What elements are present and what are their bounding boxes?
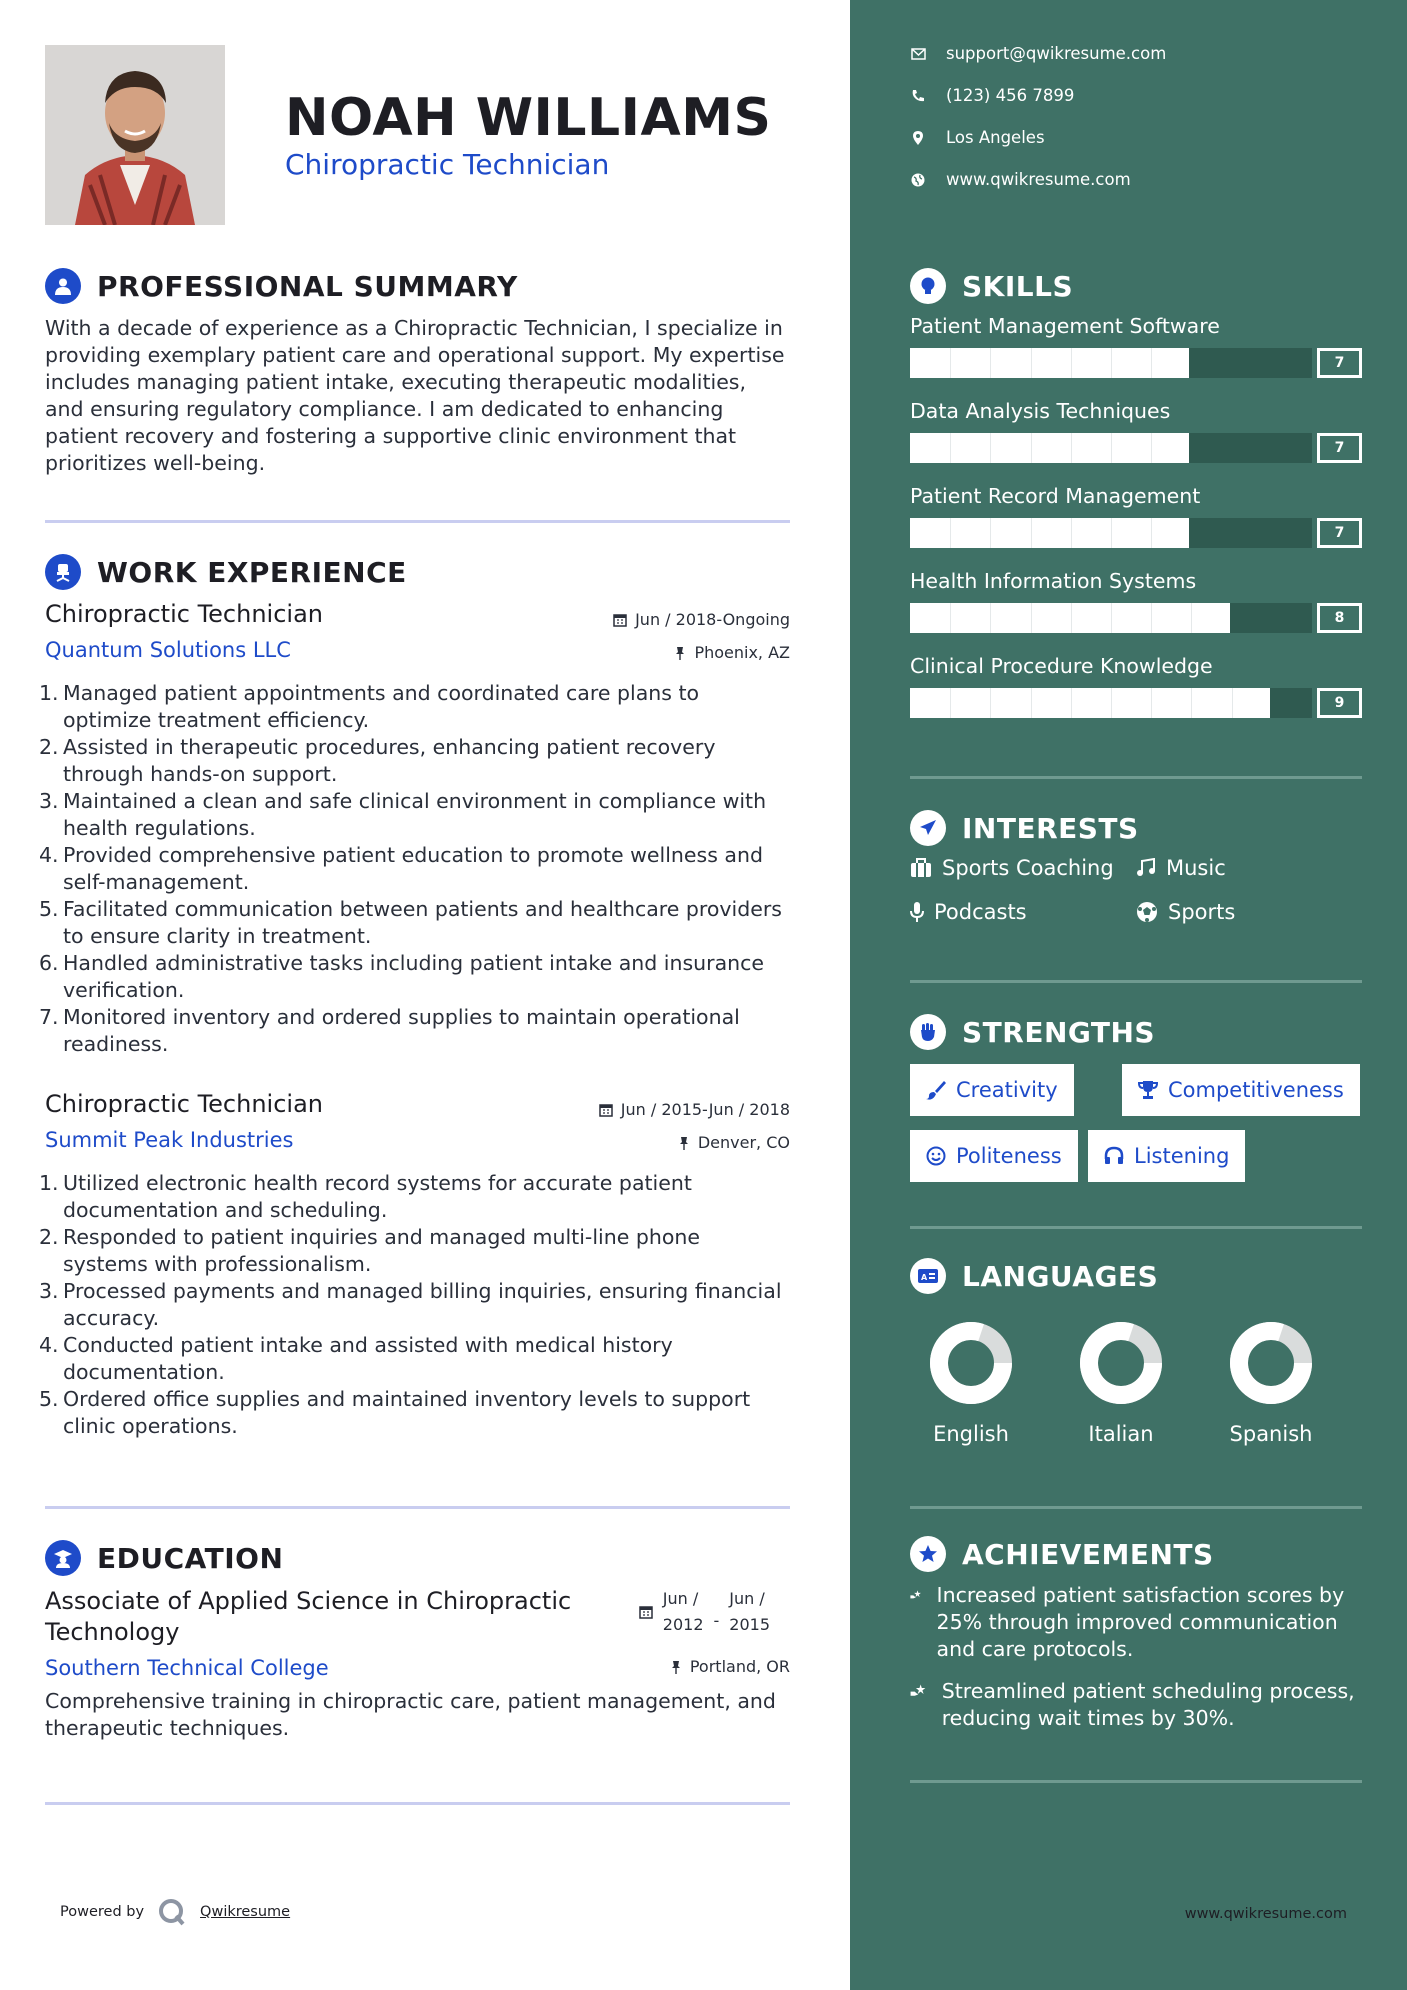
summary-text: With a decade of experience as a Chiropractic Technician, I specialize in providing exemplary patient care and operational support. My expertise includes managing patient intake, executing therapeutic modalities, and ensuring regulatory compliance. I am dedicated to enhancing patient recovery and fostering a supportive clinic environment that prioritizes well-being. (45, 316, 785, 475)
skill-bar-segment (990, 518, 991, 548)
contact-location: Los Angeles (910, 128, 1045, 147)
language-donut (928, 1320, 1014, 1406)
paper-plane-icon (910, 810, 946, 846)
fist-icon (910, 1014, 946, 1050)
music-icon (1136, 858, 1156, 878)
job-entry (39, 1090, 790, 1440)
interest-item: Podcasts (910, 900, 1027, 924)
section-divider (45, 1802, 790, 1805)
skill-bar (910, 518, 1345, 548)
summary-heading (45, 268, 518, 304)
achievement-item: Streamlined patient scheduling process, reducing wait times by 30%. (910, 1678, 1362, 1732)
skill-item (910, 569, 1362, 633)
education-date: Jun / 2012 - Jun / 2015 (639, 1586, 770, 1638)
skill-bar-fill (910, 603, 1230, 633)
svg-text:A: A (921, 1273, 928, 1282)
list-item: 2. Responded to patient inquiries and managed multi-line phone systems with professionalism. (39, 1225, 700, 1276)
section-divider (910, 776, 1362, 779)
smile-icon (926, 1146, 946, 1166)
skill-bar-segment (1151, 433, 1152, 463)
education-title: EDUCATION (97, 1541, 284, 1575)
skill-bar-segment (1031, 518, 1032, 548)
pin-icon (678, 1136, 690, 1150)
skill-item (910, 399, 1362, 463)
skill-bar (910, 433, 1345, 463)
paintbrush-icon (926, 1080, 946, 1100)
skill-bar-segment (1111, 518, 1112, 548)
skill-bar-segment (990, 433, 991, 463)
candidate-name: NOAH WILLIAMS (285, 88, 772, 148)
skill-bar-segment (1071, 348, 1072, 378)
job-entry (39, 600, 790, 1058)
phone-icon (910, 88, 926, 104)
experience-heading (45, 554, 407, 590)
list-item: 3. Processed payments and managed billing inquiries, ensuring financial accuracy. (39, 1279, 782, 1330)
strengths-heading (910, 1014, 1155, 1050)
footer-powered: Powered by Qwikresume (60, 1898, 290, 1926)
skill-bar-segment (1151, 688, 1152, 718)
section-divider (910, 980, 1362, 983)
job-date: Jun / 2018-Ongoing (613, 610, 790, 629)
skill-score: 9 (1317, 688, 1362, 718)
footer-site[interactable]: www.qwikresume.com (1184, 1906, 1347, 1922)
section-divider (910, 1780, 1362, 1783)
list-item: 1. Utilized electronic health record systems for accurate patient documentation and scheduling. (39, 1171, 692, 1222)
skill-bar (910, 688, 1345, 718)
skill-bar-segment (990, 603, 991, 633)
sidebar (850, 0, 1407, 1990)
job-bullets (39, 680, 790, 1058)
contact-email[interactable]: support@qwikresume.com (910, 44, 1166, 63)
strengths-title: STRENGTHS (962, 1015, 1156, 1049)
skill-bar-segment (1071, 518, 1072, 548)
skill-bar-segment (1111, 688, 1112, 718)
achievement-item: Increased patient satisfaction scores by 25% through improved communication and care protocols. (910, 1582, 1362, 1663)
skill-label: Patient Record Management (910, 484, 1201, 508)
skill-bar-segment (1071, 433, 1072, 463)
skill-bar-segment (990, 348, 991, 378)
list-item: 5. Ordered office supplies and maintained inventory levels to support clinic operations. (39, 1387, 751, 1438)
skill-bar-segment (1031, 688, 1032, 718)
briefcase-icon (910, 858, 932, 878)
skill-bar-segment (950, 688, 951, 718)
skills-title: SKILLS (962, 269, 1074, 303)
skill-bar-segment (1191, 603, 1192, 633)
language-name: Italian (1088, 1422, 1154, 1446)
skill-label: Clinical Procedure Knowledge (910, 654, 1213, 678)
education-heading (45, 1540, 283, 1576)
languages-title: LANGUAGES (962, 1259, 1159, 1293)
interest-item: Sports Coaching (910, 856, 1114, 880)
school: Southern Technical College (45, 1656, 329, 1680)
job-title: Chiropractic Technician (45, 1090, 323, 1118)
skill-bar-segment (1111, 603, 1112, 633)
skill-bar-segment (1151, 518, 1152, 548)
envelope-icon (910, 46, 926, 62)
microphone-icon (910, 901, 924, 923)
job-title: Chiropractic Technician (45, 600, 323, 628)
skill-bar-segment (1151, 603, 1152, 633)
globe-icon (910, 172, 926, 188)
section-divider (910, 1506, 1362, 1509)
skill-label: Patient Management Software (910, 314, 1220, 338)
skill-bar-segment (1111, 348, 1112, 378)
skill-label: Health Information Systems (910, 569, 1197, 593)
job-bullets (39, 1170, 790, 1440)
contact-phone[interactable]: (123) 456 7899 (910, 86, 1074, 105)
languages-heading (910, 1258, 1158, 1294)
skill-bar-segment (1191, 688, 1192, 718)
skill-bar (910, 348, 1345, 378)
skills-heading (910, 268, 1073, 304)
skill-score: 7 (1317, 348, 1362, 378)
achievements-heading (910, 1536, 1214, 1572)
skill-item (910, 484, 1362, 548)
skill-bar-segment (1071, 603, 1072, 633)
language-donut (1228, 1320, 1314, 1406)
calendar-icon (639, 1605, 653, 1619)
interest-item: Sports (1136, 900, 1235, 924)
skill-bar-segment (950, 603, 951, 633)
section-divider (45, 520, 790, 523)
contact-website[interactable]: www.qwikresume.com (910, 170, 1131, 189)
job-location: Denver, CO (678, 1133, 790, 1152)
skill-bar-segment (1031, 348, 1032, 378)
education-location: Portland, OR (670, 1657, 790, 1676)
skill-bar-segment (1031, 603, 1032, 633)
skill-bar-segment (990, 688, 991, 718)
skill-score: 8 (1317, 603, 1362, 633)
strength-chip: Politeness (910, 1130, 1078, 1182)
list-item: 6. Handled administrative tasks including patient intake and insurance verification. (39, 951, 765, 1002)
skill-bar (910, 603, 1345, 633)
language-name: English (933, 1422, 1009, 1446)
star-hand-icon (910, 1678, 928, 1704)
skill-bar-segment (1232, 688, 1233, 718)
experience-title: WORK EXPERIENCE (97, 555, 407, 589)
language-donut (1078, 1320, 1164, 1406)
calendar-icon (599, 1103, 613, 1117)
skill-bar-segment (1151, 348, 1152, 378)
graduate-icon (45, 1540, 81, 1576)
strength-chip: Competitiveness (1122, 1064, 1360, 1116)
skill-bar-segment (1071, 688, 1072, 718)
list-item: 1. Managed patient appointments and coordinated care plans to optimize treatment efficiency. (39, 681, 700, 732)
skill-bar-fill (910, 688, 1270, 718)
calendar-icon (613, 613, 627, 627)
job-location: Phoenix, AZ (674, 643, 790, 662)
skill-score: 7 (1317, 433, 1362, 463)
pin-icon (670, 1660, 682, 1674)
achievements-title: ACHIEVEMENTS (962, 1537, 1214, 1571)
interest-item: Music (1136, 856, 1226, 880)
language-item (1196, 1320, 1346, 1446)
section-divider (45, 1506, 790, 1509)
list-item: 2. Assisted in therapeutic procedures, enhancing patient recovery through hands-on support. (39, 735, 716, 786)
candidate-role: Chiropractic Technician (285, 148, 610, 181)
list-item: 3. Maintained a clean and safe clinical environment in compliance with health regulations. (39, 789, 767, 840)
language-item (1046, 1320, 1196, 1446)
skill-bar-segment (1031, 433, 1032, 463)
strength-chip: Creativity (910, 1064, 1074, 1116)
list-item: 7. Monitored inventory and ordered supplies to maintain operational readiness. (39, 1005, 740, 1056)
list-item: 4. Provided comprehensive patient education to promote wellness and self-management. (39, 843, 763, 894)
skill-bar-fill (910, 518, 1189, 548)
interests-heading (910, 810, 1139, 846)
section-divider (910, 1226, 1362, 1229)
soccer-ball-icon (1136, 901, 1158, 923)
education-description: Comprehensive training in chiropractic care, patient management, and therapeutic techniques. (45, 1689, 776, 1740)
skill-label: Data Analysis Techniques (910, 399, 1171, 423)
star-hand-icon (910, 1582, 923, 1608)
job-company: Summit Peak Industries (45, 1128, 294, 1152)
list-item: 5. Facilitated communication between patients and healthcare providers to ensure clarity in treatment. (39, 897, 782, 948)
summary-title: PROFESSIONAL SUMMARY (97, 269, 518, 303)
language-name: Spanish (1229, 1422, 1313, 1446)
office-chair-icon (45, 554, 81, 590)
location-pin-icon (910, 130, 926, 146)
star-badge-icon (910, 1536, 946, 1572)
lightbulb-icon (910, 268, 946, 304)
skill-item (910, 654, 1362, 718)
list-item: 4. Conducted patient intake and assisted with medical history documentation. (39, 1333, 673, 1384)
trophy-icon (1138, 1080, 1158, 1100)
job-date: Jun / 2015-Jun / 2018 (599, 1100, 790, 1119)
skill-score: 7 (1317, 518, 1362, 548)
language-card-icon (910, 1258, 946, 1294)
skill-item (910, 314, 1362, 378)
skill-bar-segment (950, 518, 951, 548)
skill-bar-segment (950, 348, 951, 378)
interests-title: INTERESTS (962, 811, 1139, 845)
language-item (896, 1320, 1046, 1446)
strength-chip: Listening (1088, 1130, 1245, 1182)
user-icon (45, 268, 81, 304)
qwikresume-logo-icon (158, 1898, 186, 1926)
headphones-icon (1104, 1146, 1124, 1166)
education-entry (45, 1586, 790, 1742)
skill-bar-segment (1111, 433, 1112, 463)
degree: Associate of Applied Science in Chiropractic Technology (45, 1587, 572, 1646)
brand-link[interactable]: Qwikresume (200, 1904, 291, 1920)
skill-bar-segment (950, 433, 951, 463)
job-company: Quantum Solutions LLC (45, 638, 291, 662)
profile-photo (45, 45, 225, 225)
pin-icon (674, 646, 686, 660)
skill-bar-fill (910, 433, 1189, 463)
skill-bar-fill (910, 348, 1189, 378)
